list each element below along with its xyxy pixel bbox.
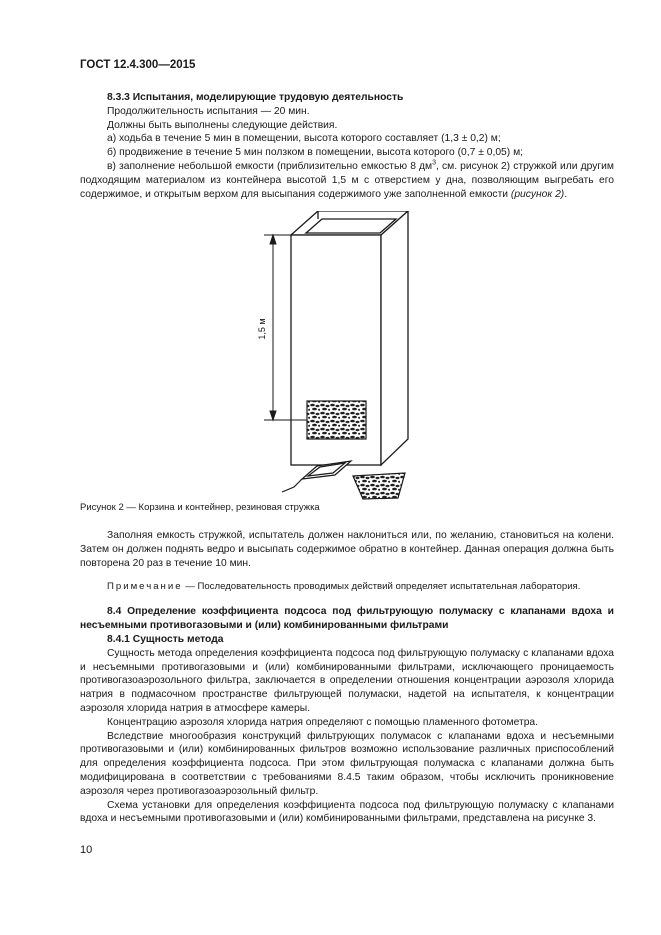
section-8-4-1-title: 8.4.1 Сущность метода xyxy=(107,633,224,645)
section-8-4-title: 8.4 Определение коэффициента подсоса под фильтрующую полумаску с клапанами вдоха и несъемными противогазовыми и (или) комбинированными фильтрами xyxy=(80,606,614,632)
figure-2-caption: Рисунок 2 — Корзина и контейнер, резиновая стружка xyxy=(80,502,320,514)
item-c-tail: . xyxy=(564,188,568,200)
page-number: 10 xyxy=(80,844,93,856)
figure-2 xyxy=(80,211,614,501)
section-8-3-3-title: 8.3.3 Испытания, моделирующие трудовую деятельность xyxy=(107,92,404,103)
main-content xyxy=(80,91,614,826)
method-essence: Сущность метода определения коэффициента подсоса под фильтрующую полумаску с клапанами вдоха и несъемными противогазовыми и (или) комбинированными фильтрами, исключающего проницаемость противогазоаэрозольного фильтра, заключается в определении отношения концентрации аэрозоля хлорида натрия в подмасочном пространстве фильтрующей полумаски, надетой на испытателя, к концентрации аэрозоля хлорида натрия в атмосфере камеры. xyxy=(80,647,614,714)
photometer-note: Концентрацию аэрозоля хлорида натрия определяют с помощью пламенного фотометра. xyxy=(107,716,539,728)
filling-procedure: Заполняя емкость стружкой, испытатель должен наклониться или, по желанию, становиться на колени. Затем он должен поднять ведро и высыпать содержимое обратно в контейнер. Данная операция должна быть повторена 20 раз в течение 10 мин. xyxy=(80,530,614,569)
note-label: Примечание xyxy=(107,580,183,592)
container-side xyxy=(381,211,408,465)
setup-scheme: Схема установки для определения коэффициента подсоса под фильтрующую полумаску с клапанами вдоха и несъемными противогазовыми и (или) комбинированными фильтрами, представлена на рисунке 3. xyxy=(80,799,614,825)
item-c xyxy=(80,160,614,201)
item-c-start: в) заполнение небольшой емкости (приблизительно емкостью 8 дм xyxy=(107,160,433,172)
item-c-end: , см. рисунок 2) стружкой или другим подходящим материалом из контейнера высотой 1,5 м с отверстием у дна, позволяющим выгребать его содержимое, и открытым верхом для высыпания содержимого уже заполненной емкости xyxy=(80,160,614,200)
item-c-sup: 3 xyxy=(432,159,437,167)
document-header: ГОСТ 12.4.300—2015 xyxy=(80,59,196,71)
item-b: б) продвижение в течение 5 мин ползком в помещении, высота которого (0,7 ± 0,05) м; xyxy=(107,147,524,159)
note xyxy=(80,580,614,594)
dimension-label: 1,5 м xyxy=(257,318,267,340)
device-variety: Вследствие многообразия конструкций фильтрующих полумасок с клапанами вдоха и несъемными противогазовыми и (или) комбинированных фильтров возможно использование различных приспособлений для определения коэффициента подсоса. При этом фильтрующая полумаска с клапанами должна быть модифицирована в соответствии с требованиями 8.4.5 таким образом, чтобы исключить проникновение аэрозоля через противогазоаэрозольный фильтр. xyxy=(80,730,614,797)
note-text: — Последовательность проводимых действий определяет испытательная лаборатория. xyxy=(182,580,581,592)
actions-intro: Должны быть выполнены следующие действия. xyxy=(107,119,338,131)
container-bottom-opening xyxy=(307,401,366,439)
figure-2-reference: (рисунок 2) xyxy=(510,188,565,200)
container-basket-illustration xyxy=(80,211,614,501)
item-a: а) ходьба в течение 5 мин в помещении, высота которого составляет (1,3 ± 0,2) м; xyxy=(107,133,501,145)
test-duration: Продолжительность испытания — 20 мин. xyxy=(107,105,310,117)
basket xyxy=(353,473,405,499)
